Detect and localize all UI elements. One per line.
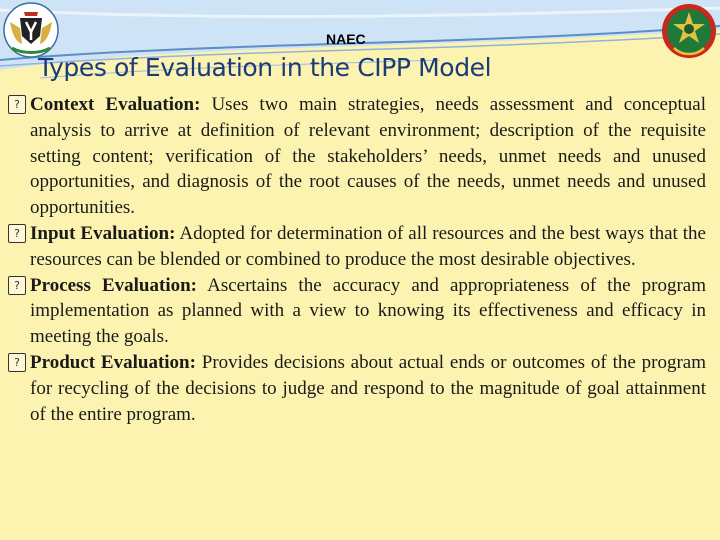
list-item-context-evaluation — [8, 92, 706, 221]
list-item-input-evaluation — [8, 221, 706, 273]
description-process-evaluation: Ascertains the accuracy and appropriateness of the program implementation as planned with a view to knowing its effectiveness and efficacy in meeting the goals. — [30, 274, 707, 348]
bullet-icon: ? — [8, 224, 26, 243]
army-crest-emblem — [660, 0, 718, 62]
bullet-icon: ? — [8, 276, 26, 295]
term-process-evaluation: Process Evaluation: — [30, 274, 198, 296]
term-input-evaluation: Input Evaluation: — [30, 222, 176, 244]
organization-label: NAEC — [326, 31, 366, 47]
bullet-icon: ? — [8, 353, 26, 372]
bullet-icon: ? — [8, 95, 26, 114]
evaluation-types-list — [8, 92, 706, 427]
list-item-product-evaluation — [8, 350, 706, 427]
description-product-evaluation: Provides decisions about actual ends or outcomes of the program for recycling of the decisions to judge and respond to the magnitude of goal attainment of the entire program. — [30, 351, 706, 425]
description-input-evaluation: Adopted for determination of all resources and the best ways that the resources can be blended or combined to produce the most desirable objectives. — [30, 222, 706, 270]
description-context-evaluation: Uses two main strategies, needs assessment and conceptual analysis to arrive at definition of relevant environment; description of the requisite setting content; verification of the stakeholders’ needs, unmet needs and unused opportunities, and diagnosis of the root causes of the needs, unmet needs and unused opportunities. — [30, 94, 706, 219]
coat-of-arms-emblem — [2, 2, 60, 58]
term-context-evaluation: Context Evaluation: — [30, 94, 201, 115]
list-item-process-evaluation — [8, 273, 706, 350]
term-product-evaluation: Product Evaluation: — [30, 351, 196, 373]
slide-title: Types of Evaluation in the CIPP Model — [38, 53, 492, 82]
